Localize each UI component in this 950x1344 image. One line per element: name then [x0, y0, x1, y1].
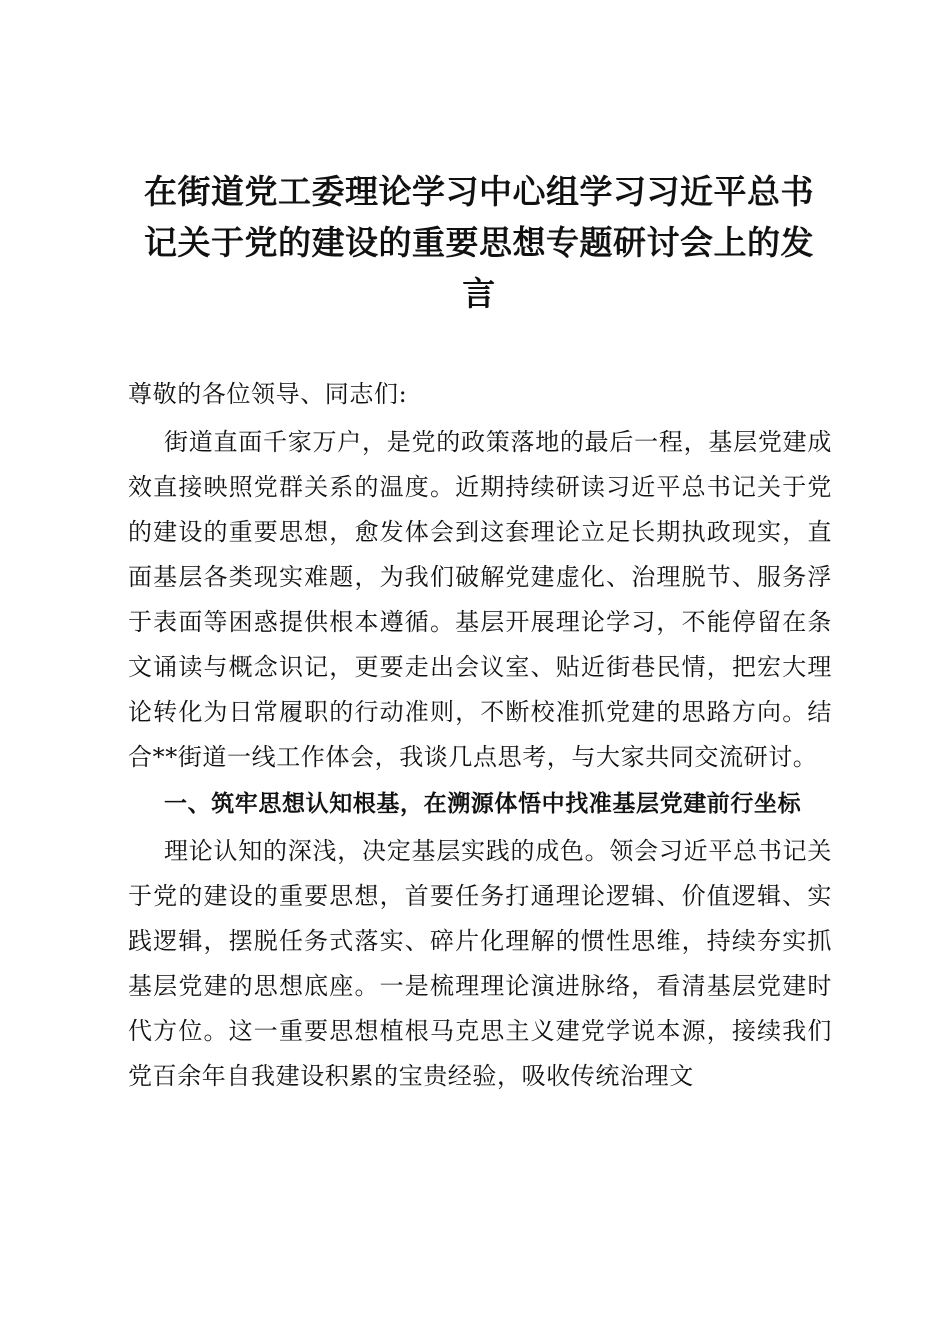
section-heading: 一、筑牢思想认知根基，在溯源体悟中找准基层党建前行坐标: [164, 791, 802, 817]
document-body: [128, 372, 832, 1099]
greeting: 尊敬的各位领导、同志们:: [128, 380, 408, 408]
document-title: 在街道党工委理论学习中心组学习习近平总书记关于党的建设的重要思想专题研讨会上的发言: [144, 172, 814, 313]
section-paragraph: 理论认知的深浅，决定基层实践的成色。领会习近平总书记关于党的建设的重要思想，首要任务打通理论逻辑、价值逻辑、实践逻辑，摆脱任务式落实、碎片化理解的惯性思维，持续夯实抓基层党建的思想底座。一是梳理理论演进脉络，看清基层党建时代方位。这一重要思想植根马克思主义建党学说本源，接续我们党百余年自我建设积累的宝贵经验，吸收传统治理文: [128, 837, 832, 1090]
intro-paragraph: 街道直面千家万户，是党的政策落地的最后一程，基层党建成效直接映照党群关系的温度。近期持续研读习近平总书记关于党的建设的重要思想，愈发体会到这套理论立足长期执政现实，直面基层各类现实难题，为我们破解党建虚化、治理脱节、服务浮于表面等困惑提供根本遵循。基层开展理论学习，不能停留在条文诵读与概念识记，更要走出会议室、贴近街巷民情，把宏大理论转化为日常履职的行动准则，不断校准抓党建的思路方向。结合**街道一线工作体会，我谈几点思考，与大家共同交流研讨。: [128, 428, 832, 771]
